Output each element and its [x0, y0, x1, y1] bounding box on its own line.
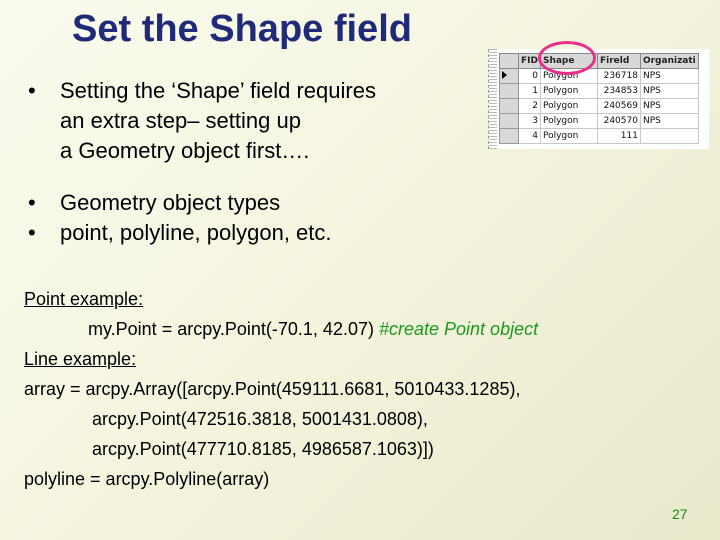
- cell-fid: 2: [519, 99, 541, 114]
- cell-shape: Polygon: [540, 69, 597, 84]
- cell-fireld: 234853: [597, 84, 640, 99]
- table-row: [500, 84, 699, 99]
- bullet-marker: •: [28, 78, 36, 103]
- cell-fid: 0: [519, 69, 541, 84]
- cell-organization: [640, 129, 698, 144]
- table-row: [500, 129, 699, 144]
- slide-title: Set the Shape field: [72, 8, 412, 50]
- line-code-line: arcpy.Point(477710.8185, 4986587.1063)]): [92, 439, 434, 459]
- cell-fid: 4: [519, 129, 541, 144]
- table-row: [500, 114, 699, 129]
- bullet-item: [28, 76, 468, 166]
- column-header-shape: Shape: [540, 54, 597, 69]
- attribute-table-screenshot: [488, 49, 709, 149]
- bullet-text-line: an extra step– setting up: [60, 108, 301, 133]
- cell-fid: 3: [519, 114, 541, 129]
- cell-organization: NPS: [640, 99, 698, 114]
- cell-shape: Polygon: [540, 129, 597, 144]
- bullet-item: [28, 218, 468, 248]
- table-row: [500, 99, 699, 114]
- column-header-fid: FID: [519, 54, 541, 69]
- point-code-comment: #create Point object: [378, 319, 539, 339]
- bullet-text-line: Geometry object types: [60, 190, 281, 215]
- line-code-line: arcpy.Point(472516.3818, 5001431.0808),: [92, 409, 428, 429]
- bullet-text-line: a Geometry object first….: [60, 138, 310, 163]
- bullet-text-line: Setting the ‘Shape’ field requires: [60, 78, 376, 103]
- row-selector-header: [500, 54, 519, 69]
- line-code-line: array = arcpy.Array([arcpy.Point(459111.6681, 5010433.1285),: [24, 379, 521, 399]
- table-header-row: [500, 54, 699, 69]
- current-row-arrow-icon: [500, 69, 519, 84]
- column-header-fireld: Fireld: [597, 54, 640, 69]
- line-code-line: polyline = arcpy.Polyline(array): [24, 469, 270, 489]
- row-selector: [500, 129, 519, 144]
- cell-fireld: 240570: [597, 114, 640, 129]
- page-number: 27: [672, 506, 688, 522]
- cell-organization: NPS: [640, 69, 698, 84]
- bullet-list: [28, 76, 468, 248]
- bullet-marker: •: [28, 190, 36, 215]
- point-code-line: [24, 314, 538, 344]
- cell-organization: NPS: [640, 84, 698, 99]
- cell-shape: Polygon: [540, 114, 597, 129]
- cell-fid: 1: [519, 84, 541, 99]
- table-grip: [489, 49, 497, 149]
- point-example-label: Point example:: [24, 289, 144, 309]
- row-selector: [500, 114, 519, 129]
- table-row: [500, 69, 699, 84]
- row-selector: [500, 84, 519, 99]
- cell-fireld: 111: [597, 129, 640, 144]
- bullet-text-line: point, polyline, polygon, etc.: [60, 220, 332, 245]
- cell-shape: Polygon: [540, 84, 597, 99]
- code-examples: [24, 284, 538, 494]
- line-example-label: Line example:: [24, 349, 137, 369]
- shape-column-highlight-circle: [538, 41, 596, 75]
- bullet-item: [28, 188, 468, 218]
- row-selector: [500, 99, 519, 114]
- point-code: my.Point = arcpy.Point(-70.1, 42.07): [88, 319, 379, 339]
- bullet-marker: •: [28, 220, 36, 245]
- column-header-organization: Organizati: [640, 54, 698, 69]
- cell-shape: Polygon: [540, 99, 597, 114]
- cell-organization: NPS: [640, 114, 698, 129]
- attribute-table: [499, 53, 699, 144]
- cell-fireld: 236718: [597, 69, 640, 84]
- cell-fireld: 240569: [597, 99, 640, 114]
